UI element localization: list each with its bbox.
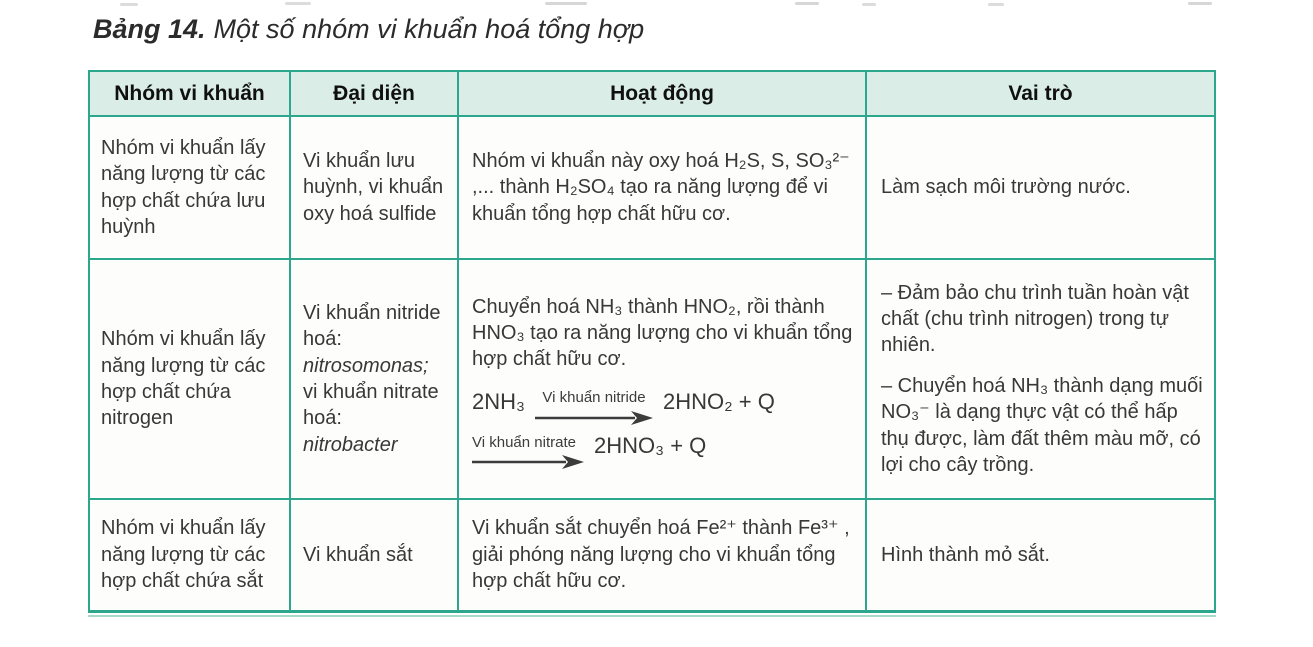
arrow-icon — [535, 409, 653, 425]
cell-representative-iron: Vi khuẩn sắt — [291, 500, 459, 610]
table-caption-number: Bảng 14. — [93, 14, 206, 44]
reaction-arrow — [472, 433, 584, 470]
cell-group-sulfur: Nhóm vi khuẩn lấy năng lượng từ các hợp chất chứa lưu huỳnh — [90, 117, 291, 260]
scan-artifact — [545, 2, 587, 5]
scan-artifact — [1188, 2, 1212, 5]
header-role: Vai trò — [867, 72, 1214, 117]
representative-species: nitrobacter — [303, 433, 398, 456]
header-group: Nhóm vi khuẩn — [90, 72, 291, 117]
cell-activity-sulfur: Nhóm vi khuẩn này oxy hoá H₂S, S, SO₃²⁻ ,... thành H₂SO₄ tạo ra năng lượng để vi khuẩn tổng hợp chất hữu cơ. — [459, 117, 867, 260]
cell-role-iron: Hình thành mỏ sắt. — [881, 543, 1050, 566]
reaction-arrow-label: Vi khuẩn nitrate — [472, 433, 576, 451]
header-representative: Đại diện — [291, 72, 459, 117]
table-caption-text: Một số nhóm vi khuẩn hoá tổng hợp — [213, 14, 645, 44]
equation-nitride — [472, 383, 857, 420]
equation-product: 2HNO₂ + Q — [662, 388, 775, 414]
reaction-arrow-label: Vi khuẩn nitride — [542, 388, 646, 406]
table-caption — [93, 14, 644, 45]
representative-species: nitrosomonas; — [303, 354, 429, 377]
cell-group-nitrogen: Nhóm vi khuẩn lấy năng lượng từ các hợp chất chứa nitrogen — [90, 260, 291, 500]
cell-role-sulfur: Làm sạch môi trường nước. — [867, 117, 1214, 260]
cell-representative-nitrogen — [291, 260, 459, 500]
scan-artifact — [988, 3, 1004, 6]
representative-line: Vi khuẩn nitride hoá: — [303, 301, 441, 351]
scan-artifact — [120, 3, 138, 6]
bacteria-table — [88, 70, 1216, 613]
cell-group-iron: Nhóm vi khuẩn lấy năng lượng từ các hợp chất chứa sắt — [90, 500, 291, 610]
header-activity: Hoạt động — [459, 72, 867, 117]
reaction-arrow — [535, 388, 653, 425]
equation-product: 2HNO₃ + Q — [594, 433, 707, 459]
cell-role-nitrogen — [867, 260, 1214, 500]
role-item: – Chuyển hoá NH₃ thành dạng muối NO₃⁻ là dạng thực vật có thể hấp thụ được, làm đất thêm màu mỡ, có lợi cho cây trồng. — [881, 374, 1203, 476]
cell-activity-iron: Vi khuẩn sắt chuyển hoá Fe²⁺ thành Fe³⁺ , giải phóng năng lượng cho vi khuẩn tổng hợp chất hữu cơ. — [459, 500, 867, 610]
scan-artifact — [795, 2, 819, 5]
scan-artifact — [285, 2, 311, 5]
equation-reactant: 2NH₃ — [472, 388, 525, 414]
scan-artifact — [862, 3, 876, 6]
arrow-icon — [472, 453, 584, 469]
equation-nitrate — [472, 428, 857, 465]
representative-line: vi khuẩn nitrate hoá: — [303, 381, 439, 430]
cell-representative-sulfur: Vi khuẩn lưu huỳnh, vi khuẩn oxy hoá sulfide — [291, 117, 459, 260]
role-item: – Đảm bảo chu trình tuần hoàn vật chất (chu trình nitrogen) trong tự nhiên. — [881, 281, 1189, 357]
cell-activity-nitrogen — [459, 260, 867, 500]
activity-description: Chuyển hoá NH₃ thành HNO₂, rồi thành HNO₃ tạo ra năng lượng cho vi khuẩn tổng hợp chất hữu cơ. — [472, 295, 853, 371]
